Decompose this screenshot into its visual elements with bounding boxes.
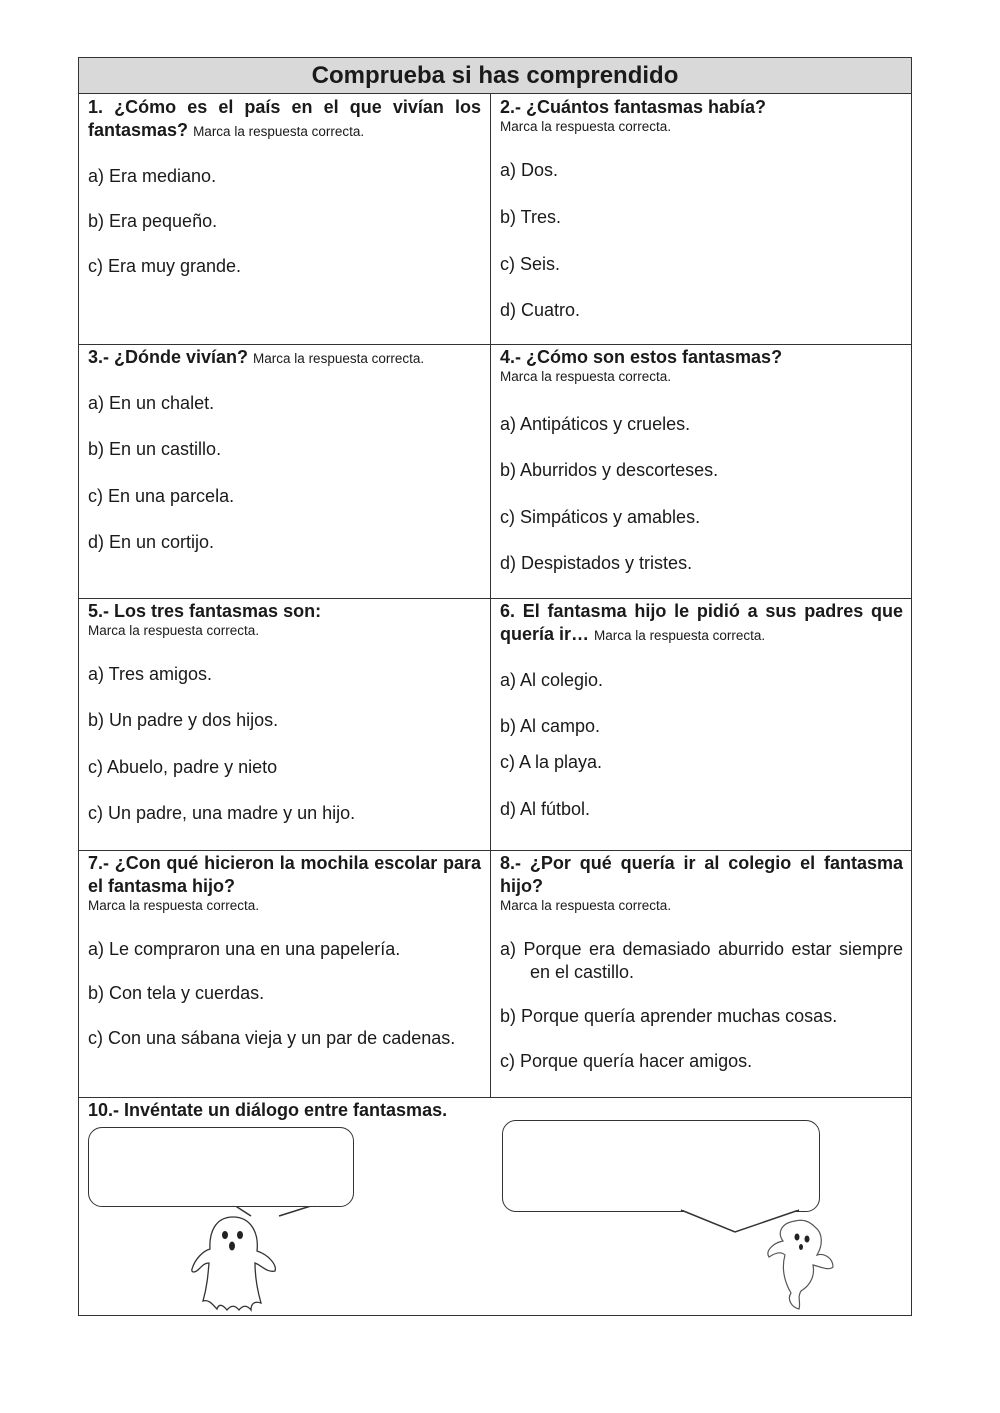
row-divider — [79, 598, 911, 599]
ghost-left-icon — [185, 1213, 285, 1313]
question-1-text: 1. ¿Cómo es el país en el que vivían los fantasmas? — [88, 97, 481, 140]
q4-option-b[interactable]: b) Aburridos y descorteses. — [500, 460, 719, 480]
question-3-hint: Marca la respuesta correcta. — [253, 351, 425, 366]
speech-bubble-left[interactable] — [88, 1127, 354, 1207]
question-5-cell — [79, 600, 490, 850]
row-divider — [79, 850, 911, 851]
question-7-hint: Marca la respuesta correcta. — [88, 898, 260, 913]
q3-option-c[interactable]: c) En una parcela. — [88, 486, 235, 506]
worksheet-title: Comprueba si has comprendido — [79, 58, 911, 94]
q1-option-a[interactable]: a) Era mediano. — [88, 166, 217, 186]
q4-option-d[interactable]: d) Despistados y tristes. — [500, 553, 693, 573]
q1-option-c[interactable]: c) Era muy grande. — [88, 256, 242, 276]
question-6-cell — [491, 600, 912, 850]
q4-option-a[interactable]: a) Antipáticos y crueles. — [500, 414, 691, 434]
q3-option-a[interactable]: a) En un chalet. — [88, 393, 215, 413]
row-divider — [79, 344, 911, 345]
question-1-hint: Marca la respuesta correcta. — [193, 124, 365, 139]
q2-option-a[interactable]: a) Dos. — [500, 160, 559, 180]
question-8-cell — [491, 852, 912, 1097]
question-3-cell — [79, 346, 490, 598]
q6-option-a[interactable]: a) Al colegio. — [500, 670, 604, 690]
speech-bubble-right[interactable] — [502, 1120, 820, 1212]
q7-option-b[interactable]: b) Con tela y cuerdas. — [88, 983, 265, 1003]
q2-option-c[interactable]: c) Seis. — [500, 254, 561, 274]
question-7-cell — [79, 852, 490, 1097]
worksheet — [78, 57, 912, 1316]
question-4-hint: Marca la respuesta correcta. — [500, 369, 672, 384]
q3-option-d[interactable]: d) En un cortijo. — [88, 532, 215, 552]
question-1-cell — [79, 96, 490, 344]
q3-option-b[interactable]: b) En un castillo. — [88, 439, 222, 459]
question-2: 2.- ¿Cuántos fantasmas había? — [500, 97, 767, 117]
question-10: 10.- Invéntate un diálogo entre fantasmas. — [88, 1100, 448, 1120]
q2-option-d[interactable]: d) Cuatro. — [500, 300, 581, 320]
question-8: 8.- ¿Por qué quería ir al colegio el fantasma hijo? — [500, 853, 903, 896]
question-6-hint: Marca la respuesta correcta. — [594, 628, 766, 643]
question-5: 5.- Los tres fantasmas son: — [88, 601, 322, 621]
q6-option-d[interactable]: d) Al fútbol. — [500, 799, 591, 819]
question-3 — [88, 346, 481, 370]
ghost-right-icon — [761, 1213, 841, 1313]
question-1 — [88, 96, 481, 143]
q5-option-a[interactable]: a) Tres amigos. — [88, 664, 213, 684]
question-5-hint: Marca la respuesta correcta. — [88, 623, 260, 638]
question-8-hint: Marca la respuesta correcta. — [500, 898, 672, 913]
row-divider — [79, 1097, 911, 1098]
question-4-cell — [491, 346, 912, 598]
question-4: 4.- ¿Cómo son estos fantasmas? — [500, 347, 783, 367]
q6-option-b[interactable]: b) Al campo. — [500, 716, 601, 736]
q6-option-c[interactable]: c) A la playa. — [500, 752, 603, 772]
q5-option-c[interactable]: c) Abuelo, padre y nieto — [88, 757, 278, 777]
question-6-text: 6. El fantasma hijo le pidió a sus padres que quería ir… — [500, 601, 903, 644]
q8-option-a[interactable]: a) Porque era demasiado aburrido estar siempre en el castillo. — [500, 939, 903, 982]
q5-option-b[interactable]: b) Un padre y dos hijos. — [88, 710, 279, 730]
q2-option-b[interactable]: b) Tres. — [500, 207, 562, 227]
q1-option-b[interactable]: b) Era pequeño. — [88, 211, 218, 231]
q7-option-c[interactable]: c) Con una sábana vieja y un par de cadenas. — [88, 1028, 456, 1048]
q4-option-c[interactable]: c) Simpáticos y amables. — [500, 507, 701, 527]
q8-option-c[interactable]: c) Porque quería hacer amigos. — [500, 1051, 753, 1071]
question-3-text: 3.- ¿Dónde vivían? — [88, 347, 249, 367]
question-6 — [500, 600, 903, 647]
q5-option-d[interactable]: c) Un padre, una madre y un hijo. — [88, 803, 356, 823]
question-2-cell — [491, 96, 912, 344]
question-7: 7.- ¿Con qué hicieron la mochila escolar para el fantasma hijo? — [88, 853, 481, 896]
q8-option-b[interactable]: b) Porque quería aprender muchas cosas. — [500, 1006, 838, 1026]
q7-option-a[interactable]: a) Le compraron una en una papelería. — [88, 939, 401, 959]
question-2-hint: Marca la respuesta correcta. — [500, 119, 672, 134]
